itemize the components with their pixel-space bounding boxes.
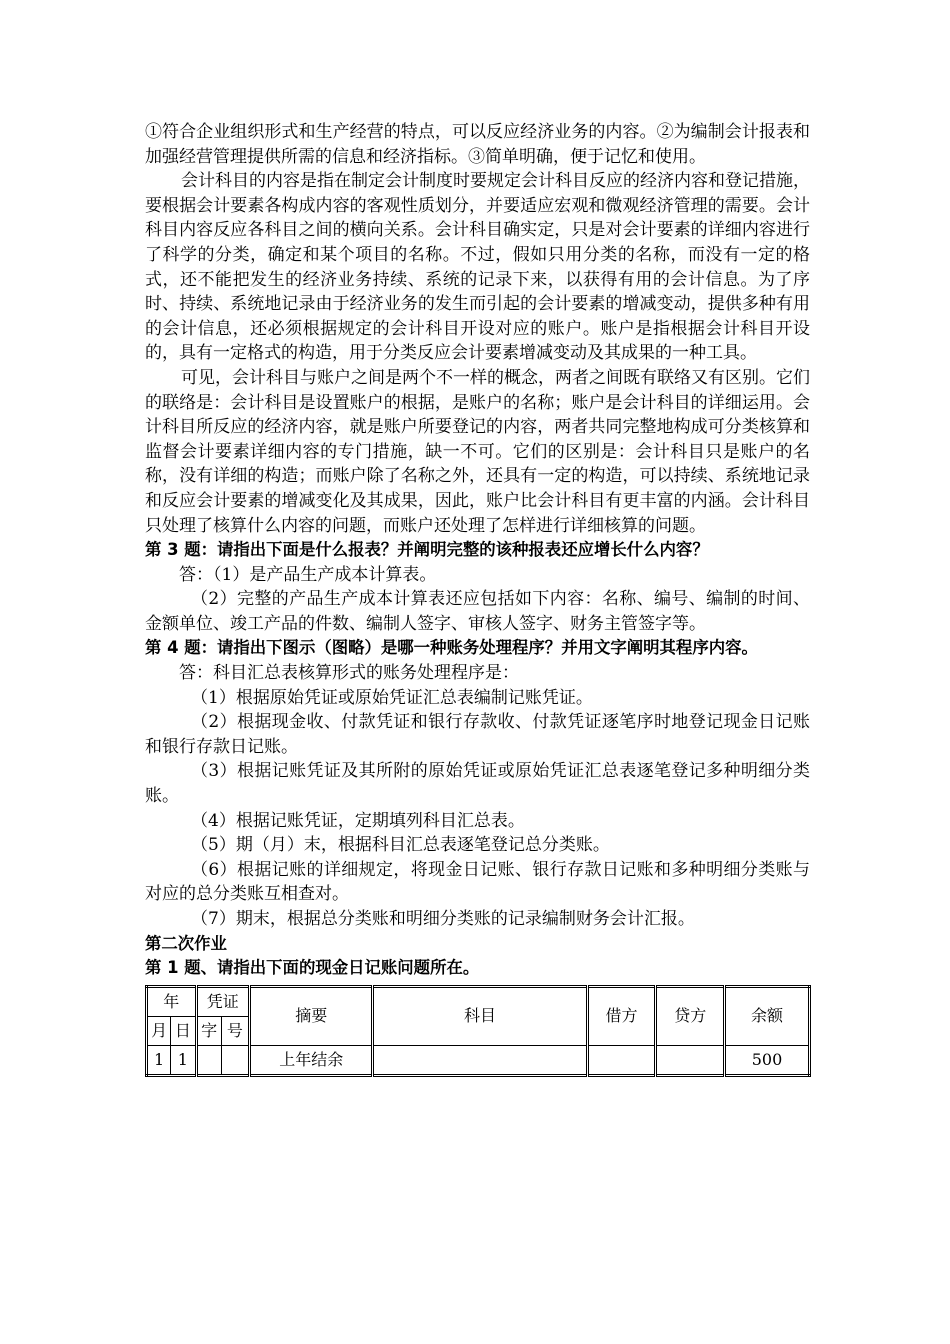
cell-balance: 500 — [725, 1045, 810, 1075]
table-row — [147, 1045, 810, 1075]
q4-heading: 第 4 题：请指出下图示（图略）是哪一种账务处理程序？并用文字阐明其程序内容。 — [145, 638, 758, 658]
q1-heading: 第 1 题、请指出下面的现金日记账问题所在。 — [145, 958, 480, 978]
document-page — [145, 120, 810, 1077]
table-header-row — [147, 986, 810, 1016]
header-debit: 借方 — [587, 986, 656, 1045]
cell-credit — [656, 1045, 725, 1075]
q4-item: （2）根据现金收、付款凭证和银行存款收、付款凭证逐笔序时地登记现金日记账和银行存款日记账。 — [145, 712, 810, 757]
q4-item: （6）根据记账的详细规定，将现金日记账、银行存款日记账和多种明细分类账与对应的总分类账互相查对。 — [145, 859, 810, 905]
cell-summary: 上年结余 — [250, 1045, 373, 1075]
header-account: 科目 — [373, 986, 587, 1045]
cell-day: 1 — [171, 1045, 196, 1075]
header-day: 日 — [171, 1016, 196, 1045]
q4-item: （7）期末，根据总分类账和明细分类账的记录编制财务会计汇报。 — [191, 909, 695, 929]
header-summary: 摘要 — [250, 986, 373, 1045]
paragraph-principles: ①符合企业组织形式和生产经营的特点，可以反应经济业务的内容。②为编制会计报表和加强经营管理提供所需的信息和经济指标。③简单明确，便于记忆和使用。 — [145, 122, 810, 167]
q4-intro: 答：科目汇总表核算形式的账务处理程序是： — [179, 663, 519, 684]
header-number: 号 — [221, 1016, 249, 1045]
q3-answer-1: 答：（1）是产品生产成本计算表。 — [179, 564, 437, 585]
q4-item: （3）根据记账凭证及其所附的原始凭证或原始凭证汇总表逐笔登记多种明细分类账。 — [145, 761, 810, 807]
paragraph-account-content: 会计科目的内容是指在制定会计制度时要规定会计科目反应的经济内容和登记措施，要根据会计要素各构成内容的客观性质划分，并要适应宏观和微观经济管理的需要。会计科目内容反应各科目之间的横向关系。会计科目确实定，只是对会计要素的详细内容进行了科学的分类，确定和某个项目的名称。不过，假如只用分类的名称，而没有一定的格式，还不能把发生的经济业务持续、系统的记录下来，以获得有用的会计信息。为了序时、持续、系统地记录由于经济业务的发生而引起的会计要素的增减变动，提供多种有用的会计信息，还必须根据规定的会计科目开设对应的账户。账户是指根据会计科目开设的，具有一定格式的构造，用于分类反应会计要素增减变动及其成果的一种工具。 — [145, 171, 810, 364]
header-word: 字 — [196, 1016, 221, 1045]
q4-item: （5）期（月）末，根据科目汇总表逐笔登记总分类账。 — [191, 835, 610, 856]
cell-word — [196, 1045, 221, 1075]
paragraph-account-difference: 可见，会计科目与账户之间是两个不一样的概念，两者之间既有联络又有区别。它们的联络是：会计科目是设置账户的根据，是账户的名称；账户是会计科目的详细运用。会计科目所反应的经济内容，就是账户所要登记的内容，两者共同完整地构成可分类核算和监督会计要素详细内容的专门措施，缺一不可。它们的区别是：会计科目只是账户的名称，没有详细的构造；而账户除了名称之外，还具有一定的构造，可以持续、系统地记录和反应会计要素的增减变化及其成果，因此，账户比会计科目有更丰富的内涵。会计科目只处理了核算什么内容的问题，而账户还处理了怎样进行详细核算的问题。 — [145, 367, 810, 536]
cell-number — [221, 1045, 249, 1075]
cell-account — [373, 1045, 587, 1075]
section-title: 第二次作业 — [145, 933, 227, 953]
header-credit: 贷方 — [656, 986, 725, 1045]
header-voucher: 凭证 — [196, 986, 250, 1016]
header-balance: 余额 — [725, 986, 810, 1045]
header-year: 年 — [147, 986, 197, 1016]
q4-item: （4）根据记账凭证，定期填列科目汇总表。 — [191, 810, 525, 831]
cell-month: 1 — [147, 1045, 171, 1075]
cell-debit — [587, 1045, 656, 1075]
q3-heading: 第 3 题：请指出下面是什么报表？并阐明完整的该种报表还应增长什么内容？ — [145, 540, 709, 560]
header-month: 月 — [147, 1016, 171, 1045]
cash-journal-table — [145, 985, 811, 1077]
q4-item: （1）根据原始凭证或原始凭证汇总表编制记账凭证。 — [191, 687, 593, 708]
q3-answer-2: （2）完整的产品生产成本计算表还应包括如下内容：名称、编号、编制的时间、金额单位、竣工产品的件数、编制人签字、审核人签字、财务主管签字等。 — [145, 589, 810, 634]
